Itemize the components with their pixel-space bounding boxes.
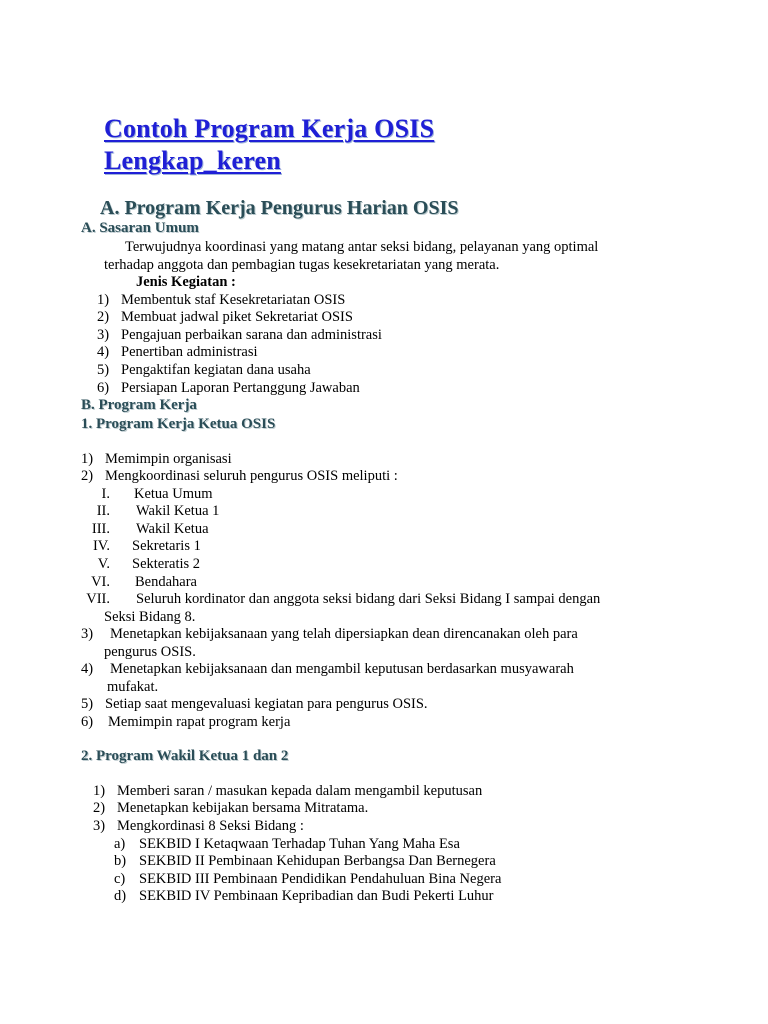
sub-list-letter: d)	[114, 888, 127, 904]
list-number: 2)	[93, 800, 106, 816]
sub-list-text: SEKBID IV Pembinaan Kepribadian dan Budi Pekerti Luhur	[139, 888, 494, 904]
sub-list-text: SEKBID III Pembinaan Pendidikan Pendahuluan Bina Negera	[139, 871, 502, 887]
list-text: Memberi saran / masukan kepada dalam mengambil keputusan	[117, 783, 483, 799]
list-text: Mengkordinasi 8 Seksi Bidang :	[117, 818, 304, 834]
list-item	[81, 714, 291, 731]
list-item	[97, 344, 258, 361]
list-text: Membentuk staf Kesekretariatan OSIS	[121, 292, 346, 308]
list-number: 3)	[93, 818, 106, 834]
roman-text: Bendahara	[135, 574, 197, 590]
roman-list-item	[80, 556, 201, 573]
list-text: Menetapkan kebijaksanaan yang telah dipersiapkan dean direncanakan oleh para	[110, 626, 578, 642]
sasaran-paragraph-line-2: terhadap anggota dan pembagian tugas kesekretariatan yang merata.	[104, 257, 500, 273]
sub-list-item	[114, 871, 502, 888]
page-title-line-2[interactable]: Lengkap_keren	[104, 146, 281, 175]
list-item	[93, 818, 304, 835]
roman-list-item	[80, 486, 213, 503]
list-number: 3)	[81, 626, 94, 642]
list-item	[97, 362, 311, 379]
list-item	[97, 292, 346, 309]
roman-text: Seluruh kordinator dan anggota seksi bidang dari Seksi Bidang I sampai dengan	[136, 591, 601, 607]
list-text-continuation: mufakat.	[107, 679, 159, 695]
roman-number: VII.	[86, 591, 110, 607]
list-item	[81, 468, 398, 485]
list-item	[97, 309, 353, 326]
list-number: 1)	[93, 783, 106, 799]
program-kerja-heading: B. Program Kerja	[81, 397, 197, 413]
sub-list-item	[114, 853, 496, 870]
list-text: Menetapkan kebijakan bersama Mitratama.	[117, 800, 369, 816]
list-item	[97, 327, 382, 344]
roman-text: Sekteratis 2	[132, 556, 201, 572]
page-title-line-1[interactable]: Contoh Program Kerja OSIS	[104, 114, 435, 143]
list-text: Pengajuan perbaikan sarana dan administrasi	[121, 327, 382, 343]
sub-list-letter: b)	[114, 853, 127, 869]
roman-list-item	[80, 574, 197, 591]
list-item	[93, 783, 483, 800]
sub-list-item	[114, 888, 494, 905]
list-text: Setiap saat mengevaluasi kegiatan para pengurus OSIS.	[105, 696, 428, 712]
list-number: 6)	[97, 380, 110, 396]
list-text: Membuat jadwal piket Sekretariat OSIS	[121, 309, 353, 325]
roman-text: Wakil Ketua	[136, 521, 209, 537]
wakil-ketua-heading: 2. Program Wakil Ketua 1 dan 2	[81, 748, 289, 764]
list-text: Persiapan Laporan Pertanggung Jawaban	[121, 380, 360, 396]
roman-text: Ketua Umum	[134, 486, 213, 502]
list-item	[93, 800, 369, 817]
list-item	[81, 626, 578, 643]
list-item	[81, 661, 574, 678]
list-number: 1)	[97, 292, 110, 308]
roman-number: IV.	[92, 538, 110, 554]
list-number: 4)	[81, 661, 94, 677]
sasaran-umum-heading: A. Sasaran Umum	[81, 220, 199, 236]
list-text: Mengkoordinasi seluruh pengurus OSIS meliputi :	[105, 468, 398, 484]
list-item	[81, 451, 232, 468]
list-item	[97, 380, 360, 397]
sub-list-text: SEKBID II Pembinaan Kehidupan Berbangsa Dan Bernegera	[139, 853, 496, 869]
ketua-osis-heading: 1. Program Kerja Ketua OSIS	[81, 416, 276, 432]
list-text: Pengaktifan kegiatan dana usaha	[121, 362, 311, 378]
jenis-kegiatan-heading: Jenis Kegiatan :	[136, 274, 236, 290]
list-number: 2)	[97, 309, 110, 325]
roman-number: I.	[101, 486, 110, 502]
roman-list-item	[80, 521, 209, 538]
list-number: 3)	[97, 327, 110, 343]
list-text: Menetapkan kebijaksanaan dan mengambil keputusan berdasarkan musyawarah	[110, 661, 574, 677]
roman-number: III.	[91, 521, 110, 537]
list-text: Memimpin rapat program kerja	[108, 714, 291, 730]
list-number: 5)	[97, 362, 110, 378]
roman-text: Sekretaris 1	[132, 538, 201, 554]
sub-list-letter: c)	[114, 871, 126, 887]
list-number: 1)	[81, 451, 94, 467]
roman-number: VI.	[91, 574, 110, 590]
roman-number: II.	[96, 503, 110, 519]
roman-text: Wakil Ketua 1	[136, 503, 220, 519]
roman-continuation: Seksi Bidang 8.	[104, 609, 196, 625]
list-number: 6)	[81, 714, 94, 730]
roman-list-item	[80, 503, 220, 520]
list-number: 2)	[81, 468, 94, 484]
sasaran-paragraph-line-1: Terwujudnya koordinasi yang matang antar seksi bidang, pelayanan yang optimal	[125, 239, 599, 255]
list-text-continuation: pengurus OSIS.	[104, 644, 196, 660]
sub-list-letter: a)	[114, 836, 126, 852]
roman-list-item	[80, 538, 201, 555]
list-item	[81, 696, 428, 713]
roman-list-item	[80, 591, 601, 608]
list-number: 4)	[97, 344, 110, 360]
list-text: Penertiban administrasi	[121, 344, 258, 360]
section-a-heading: A. Program Kerja Pengurus Harian OSIS	[100, 197, 459, 219]
sub-list-item	[114, 836, 460, 853]
sub-list-text: SEKBID I Ketaqwaan Terhadap Tuhan Yang Maha Esa	[139, 836, 460, 852]
list-number: 5)	[81, 696, 94, 712]
roman-number: V.	[97, 556, 110, 572]
list-text: Memimpin organisasi	[105, 451, 232, 467]
